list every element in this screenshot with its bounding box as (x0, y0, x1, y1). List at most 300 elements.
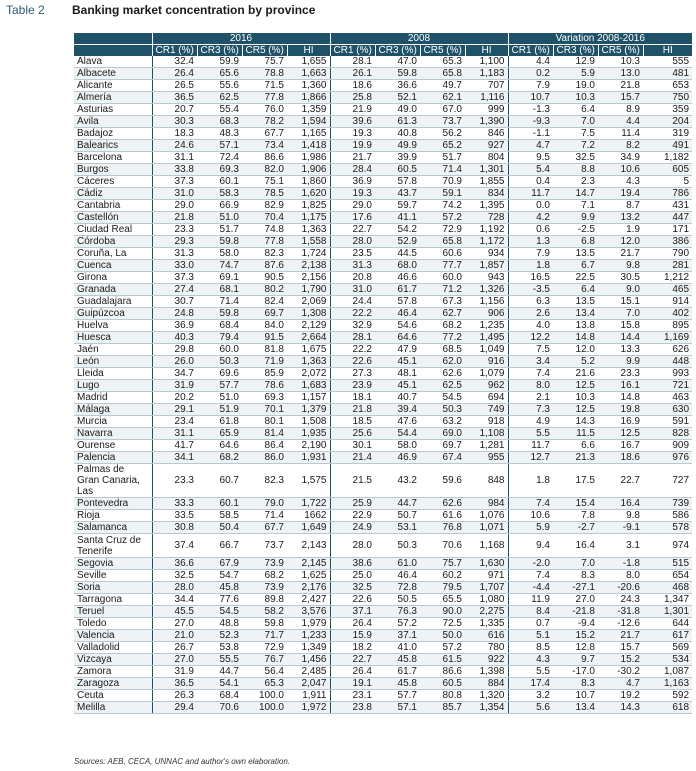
table-cell: 67.3 (420, 296, 465, 308)
table-cell: 11.5 (553, 428, 598, 440)
table-cell: 18.2 (330, 642, 375, 654)
table-cell: 71.4 (420, 164, 465, 176)
table-cell: 8.3 (553, 570, 598, 582)
table-cell: 1,722 (287, 498, 330, 510)
table-cell: 616 (465, 630, 508, 642)
table-cell: 359 (643, 104, 692, 116)
table-cell: 73.7 (420, 116, 465, 128)
table-cell: 74.8 (242, 224, 287, 236)
table-cell: 28.1 (330, 332, 375, 344)
province-name: Córdoba (74, 236, 152, 248)
table-cell: 7.4 (508, 368, 553, 380)
table-cell: 89.8 (242, 594, 287, 606)
table-cell: 54.5 (197, 606, 242, 618)
table-cell: 72.9 (242, 642, 287, 654)
table-cell: 38.6 (330, 558, 375, 570)
table-cell: 21.8 (152, 212, 197, 224)
table-cell: 32.5 (152, 570, 197, 582)
table-cell: 9.0 (598, 284, 643, 296)
table-row (74, 558, 692, 570)
province-name: Albacete (74, 68, 152, 80)
table-cell: 943 (465, 272, 508, 284)
table-cell: 5.4 (508, 164, 553, 176)
table-cell: 1,163 (643, 678, 692, 690)
table-cell: 57.8 (375, 176, 420, 188)
table-cell: 1,508 (287, 416, 330, 428)
table-cell: 58.5 (197, 510, 242, 522)
table-cell: 28.1 (330, 56, 375, 68)
table-cell: 9.8 (598, 510, 643, 522)
table-cell: 55.4 (197, 104, 242, 116)
table-cell: 7.4 (508, 498, 553, 510)
table-cell: 14.8 (598, 392, 643, 404)
table-cell: 2,069 (287, 296, 330, 308)
table-cell: 24.6 (152, 140, 197, 152)
table-cell: 28.0 (330, 534, 375, 558)
table-cell: 618 (643, 702, 692, 714)
table-cell: 281 (643, 260, 692, 272)
table-cell: 1,182 (643, 152, 692, 164)
province-name: Granada (74, 284, 152, 296)
table-cell: 17.4 (508, 678, 553, 690)
province-name: Ourense (74, 440, 152, 452)
table-cell: 29.0 (152, 200, 197, 212)
province-name: Álava (74, 56, 152, 68)
table-cell: 79.4 (197, 332, 242, 344)
table-row (74, 104, 692, 116)
table-cell: 75.7 (420, 558, 465, 570)
table-cell: 10.7 (508, 92, 553, 104)
table-cell: 29.1 (152, 404, 197, 416)
table-cell: 5.5 (508, 428, 553, 440)
table-cell: 31.9 (152, 666, 197, 678)
table-cell: 28.4 (330, 164, 375, 176)
table-row (74, 642, 692, 654)
table-cell: 1,281 (465, 440, 508, 452)
table-cell: 12.9 (553, 56, 598, 68)
table-cell: 60.5 (375, 164, 420, 176)
table-cell: 848 (465, 464, 508, 498)
table-row (74, 356, 692, 368)
table-cell: 79.0 (242, 498, 287, 510)
table-cell: 45.1 (375, 356, 420, 368)
province-name: Toledo (74, 618, 152, 630)
table-cell: 721 (643, 380, 692, 392)
table-cell: 67.4 (420, 452, 465, 464)
table-row (74, 308, 692, 320)
table-cell: 1,100 (465, 56, 508, 68)
table-cell: -27.1 (553, 582, 598, 594)
table-cell: 8.4 (508, 606, 553, 618)
table-cell: 3.2 (508, 690, 553, 702)
table-cell: 40.8 (375, 128, 420, 140)
table-cell: 31.1 (152, 152, 197, 164)
table-cell: -20.6 (598, 582, 643, 594)
table-cell: 578 (643, 522, 692, 534)
table-cell: 2,275 (465, 606, 508, 618)
table-cell: 1,079 (465, 368, 508, 380)
table-cell: 1,620 (287, 188, 330, 200)
table-cell: 10.3 (553, 392, 598, 404)
table-cell: 1,724 (287, 248, 330, 260)
table-cell: 50.5 (375, 594, 420, 606)
province-name: Málaga (74, 404, 152, 416)
table-cell: 64.6 (197, 440, 242, 452)
table-row (74, 368, 692, 380)
table-cell: 1,233 (287, 630, 330, 642)
table-cell: 54.4 (375, 428, 420, 440)
table-cell: 71.2 (420, 284, 465, 296)
table-cell: 18.5 (330, 416, 375, 428)
table-cell: 59.8 (375, 68, 420, 80)
table-cell: 69.1 (197, 272, 242, 284)
table-cell: 1,165 (287, 128, 330, 140)
table-cell: 6.6 (553, 440, 598, 452)
table-cell: 34.1 (152, 452, 197, 464)
table-cell: 12.5 (553, 404, 598, 416)
table-cell: 0.2 (508, 68, 553, 80)
table-cell: 33.3 (152, 498, 197, 510)
table-cell: 5.1 (508, 630, 553, 642)
table-cell: 7.0 (598, 308, 643, 320)
table-cell: 7.5 (553, 128, 598, 140)
table-cell: 100.0 (242, 702, 287, 714)
province-name: Balearics (74, 140, 152, 152)
table-cell: 22.6 (330, 594, 375, 606)
group-header-2016: 2016 (152, 33, 330, 45)
table-cell: 45.8 (375, 678, 420, 690)
table-cell: 49.7 (420, 80, 465, 92)
table-cell: 8.2 (598, 140, 643, 152)
table-cell: 78.6 (242, 380, 287, 392)
province-name: Cáceres (74, 176, 152, 188)
table-cell: 49.9 (375, 140, 420, 152)
table-cell: 4.4 (508, 56, 553, 68)
table-cell: 591 (643, 416, 692, 428)
table-cell: 707 (465, 80, 508, 92)
table-cell: 1,663 (287, 68, 330, 80)
table-cell: 58.0 (375, 440, 420, 452)
province-name: Cádiz (74, 188, 152, 200)
table-cell: 11.9 (508, 594, 553, 606)
table-row (74, 164, 692, 176)
table-cell: 23.3 (152, 464, 197, 498)
table-cell: 6.4 (553, 104, 598, 116)
table-cell: 22.5 (553, 272, 598, 284)
table-cell: 13.2 (598, 212, 643, 224)
table-cell: 21.7 (598, 630, 643, 642)
table-cell: 65.8 (420, 68, 465, 80)
table-cell: 21.0 (152, 630, 197, 642)
table-cell: 971 (465, 570, 508, 582)
table-cell: 33.8 (152, 164, 197, 176)
table-cell: 8.0 (598, 570, 643, 582)
table-cell: 65.3 (420, 56, 465, 68)
table-cell: 5.2 (553, 356, 598, 368)
table-cell: 18.6 (330, 80, 375, 92)
table-cell: 7.1 (553, 200, 598, 212)
table-cell: 27.0 (152, 654, 197, 666)
table-cell: 7.4 (508, 570, 553, 582)
table-cell: 90.5 (242, 272, 287, 284)
province-name: Castellón (74, 212, 152, 224)
table-row (74, 140, 692, 152)
table-cell: 81.4 (242, 428, 287, 440)
table-cell: 25.0 (330, 570, 375, 582)
table-cell: 974 (643, 534, 692, 558)
table-row (74, 654, 692, 666)
table-row (74, 68, 692, 80)
table-row (74, 630, 692, 642)
table-cell: 4.2 (508, 212, 553, 224)
table-cell: 15.2 (553, 630, 598, 642)
table-cell: 1,360 (287, 80, 330, 92)
table-cell: 1,212 (643, 272, 692, 284)
table-cell: 57.1 (375, 702, 420, 714)
province-name: Lleida (74, 368, 152, 380)
province-name: Madrid (74, 392, 152, 404)
table-cell: 64.6 (375, 332, 420, 344)
table-cell: 23.1 (330, 690, 375, 702)
table-cell: 84.0 (242, 320, 287, 332)
table-cell: 39.6 (330, 116, 375, 128)
table-cell: -2.7 (553, 522, 598, 534)
table-cell: 12.0 (553, 344, 598, 356)
table-cell: 10.3 (598, 56, 643, 68)
table-cell: 10.6 (508, 510, 553, 522)
province-name: Vizcaya (74, 654, 152, 666)
table-row (74, 570, 692, 582)
table-cell: 976 (643, 452, 692, 464)
table-cell: 85.9 (242, 368, 287, 380)
table-cell: 12.0 (598, 236, 643, 248)
table-row (74, 594, 692, 606)
table-cell: 9.9 (553, 212, 598, 224)
table-cell: 26.4 (330, 618, 375, 630)
table-cell: 26.1 (330, 68, 375, 80)
table-cell: 654 (643, 570, 692, 582)
table-cell: 555 (643, 56, 692, 68)
table-cell: 50.4 (197, 522, 242, 534)
table-cell: 1,116 (465, 92, 508, 104)
table-cell: 22.7 (598, 464, 643, 498)
table-cell: 23.4 (152, 416, 197, 428)
province-name: Santa Cruz de Tenerife (74, 534, 152, 558)
table-cell: 36.6 (375, 80, 420, 92)
table-cell: 22.6 (330, 356, 375, 368)
table-cell: 1,395 (465, 200, 508, 212)
column-header: CR1 (%) (330, 45, 375, 57)
table-cell: 61.7 (375, 284, 420, 296)
table-cell: 21.7 (598, 248, 643, 260)
table-cell: 71.4 (242, 510, 287, 522)
table-cell: 7.0 (553, 116, 598, 128)
table-cell: 52.1 (375, 92, 420, 104)
table-cell: 1,855 (465, 176, 508, 188)
province-name: Ávila (74, 116, 152, 128)
table-cell: 804 (465, 152, 508, 164)
table-cell: 14.7 (553, 188, 598, 200)
table-cell: 52.3 (197, 630, 242, 642)
table-cell: 40.3 (152, 332, 197, 344)
table-cell: 481 (643, 68, 692, 80)
table-cell: 8.7 (598, 200, 643, 212)
table-cell: 1,866 (287, 92, 330, 104)
table-cell: 59.6 (420, 464, 465, 498)
table-cell: 55.6 (197, 80, 242, 92)
table-cell: 14.3 (598, 702, 643, 714)
table-cell: 61.6 (420, 510, 465, 522)
table-cell: 694 (465, 392, 508, 404)
table-cell: 26.3 (152, 690, 197, 702)
table-cell: 1.8 (508, 464, 553, 498)
table-cell: 13.4 (553, 702, 598, 714)
table-cell: 23.8 (330, 702, 375, 714)
table-cell: 962 (465, 380, 508, 392)
table-cell: 74.7 (197, 260, 242, 272)
table-cell: 82.9 (242, 200, 287, 212)
table-row (74, 188, 692, 200)
table-cell: 71.9 (242, 356, 287, 368)
table-cell: 59.9 (197, 56, 242, 68)
table-cell: 57.7 (197, 380, 242, 392)
table-label: Table 2 (6, 3, 45, 17)
table-cell: 69.7 (242, 308, 287, 320)
table-cell: 47.0 (375, 56, 420, 68)
table-cell: 71.4 (197, 296, 242, 308)
group-header-row (74, 33, 692, 45)
table-cell: 8.3 (553, 678, 598, 690)
table-cell: 70.4 (242, 212, 287, 224)
table-cell: 57.2 (420, 642, 465, 654)
table-cell: 67.0 (420, 104, 465, 116)
table-cell: 1,675 (287, 344, 330, 356)
table-cell: 30.3 (152, 116, 197, 128)
table-cell: 73.4 (242, 140, 287, 152)
table-cell: 1,625 (287, 570, 330, 582)
table-cell: 11.7 (508, 188, 553, 200)
table-cell: 999 (465, 104, 508, 116)
table-row (74, 452, 692, 464)
table-cell: 18.6 (598, 452, 643, 464)
table-cell: 7.9 (508, 248, 553, 260)
table-cell: 28.0 (330, 236, 375, 248)
table-cell: 23.3 (152, 224, 197, 236)
table-cell: 984 (465, 498, 508, 510)
table-cell: 29.4 (152, 702, 197, 714)
table-cell: 644 (643, 618, 692, 630)
table-cell: 65.8 (420, 236, 465, 248)
table-cell: 15.2 (598, 654, 643, 666)
table-cell: 62.6 (420, 498, 465, 510)
table-cell: -2.5 (553, 224, 598, 236)
table-cell: 465 (643, 284, 692, 296)
table-cell: 71.7 (242, 630, 287, 642)
table-cell: 67.7 (242, 522, 287, 534)
table-cell: 727 (643, 464, 692, 498)
table-cell: 19.2 (598, 690, 643, 702)
table-row (74, 260, 692, 272)
table-cell: -31.8 (598, 606, 643, 618)
table-cell: 77.2 (420, 332, 465, 344)
table-cell: 1,418 (287, 140, 330, 152)
table-cell: 68.2 (420, 320, 465, 332)
table-cell: 18.3 (152, 128, 197, 140)
table-cell: 21.7 (330, 152, 375, 164)
table-cell: 0.0 (508, 200, 553, 212)
table-cell: 10.3 (553, 92, 598, 104)
table-cell: 1662 (287, 510, 330, 522)
table-cell: -4.4 (508, 582, 553, 594)
table-cell: 32.4 (152, 56, 197, 68)
table-row (74, 678, 692, 690)
table-row (74, 332, 692, 344)
table-row (74, 416, 692, 428)
table-cell: 909 (643, 440, 692, 452)
table-cell: 22.2 (330, 344, 375, 356)
table-cell: 61.5 (420, 654, 465, 666)
table-cell: 72.5 (420, 618, 465, 630)
table-cell: 57.7 (375, 690, 420, 702)
table-row (74, 56, 692, 68)
table-cell: 1.9 (598, 224, 643, 236)
table-cell: 431 (643, 200, 692, 212)
province-name: León (74, 356, 152, 368)
table-cell: 80.8 (420, 690, 465, 702)
column-header: CR1 (%) (152, 45, 197, 57)
table-cell: 45.8 (197, 582, 242, 594)
table-cell: 1,390 (465, 116, 508, 128)
column-header: HI (465, 45, 508, 57)
table-cell: 1,495 (465, 332, 508, 344)
table-cell: 56.4 (242, 666, 287, 678)
table-cell: 61.7 (375, 666, 420, 678)
table-cell: 1,857 (465, 260, 508, 272)
table-cell: 73.9 (242, 582, 287, 594)
table-cell: 58.0 (197, 248, 242, 260)
table-cell: -9.1 (598, 522, 643, 534)
table-cell: 30.7 (152, 296, 197, 308)
table-row (74, 666, 692, 678)
table-cell: 61.0 (375, 558, 420, 570)
table-cell: 25.9 (330, 498, 375, 510)
table-cell: 171 (643, 224, 692, 236)
table-cell: 76.0 (242, 104, 287, 116)
province-name: Jaén (74, 344, 152, 356)
table-cell: 927 (465, 140, 508, 152)
table-cell: 16.4 (598, 498, 643, 510)
table-cell: 780 (465, 642, 508, 654)
province-name: Coruña, La (74, 248, 152, 260)
table-cell: 922 (465, 654, 508, 666)
table-row (74, 690, 692, 702)
table-cell: 52.9 (375, 236, 420, 248)
table-cell: 41.1 (375, 212, 420, 224)
table-cell: 15.7 (598, 642, 643, 654)
table-cell: 82.0 (242, 164, 287, 176)
table-cell: 53.1 (375, 522, 420, 534)
table-cell: 7.9 (508, 80, 553, 92)
table-cell: 7.2 (553, 140, 598, 152)
table-cell: 14.4 (598, 332, 643, 344)
table-cell: 1,071 (465, 522, 508, 534)
table-cell: 86.6 (420, 666, 465, 678)
table-row (74, 582, 692, 594)
table-row (74, 296, 692, 308)
table-cell: 386 (643, 236, 692, 248)
table-cell: 319 (643, 128, 692, 140)
table-cell: 36.6 (152, 558, 197, 570)
